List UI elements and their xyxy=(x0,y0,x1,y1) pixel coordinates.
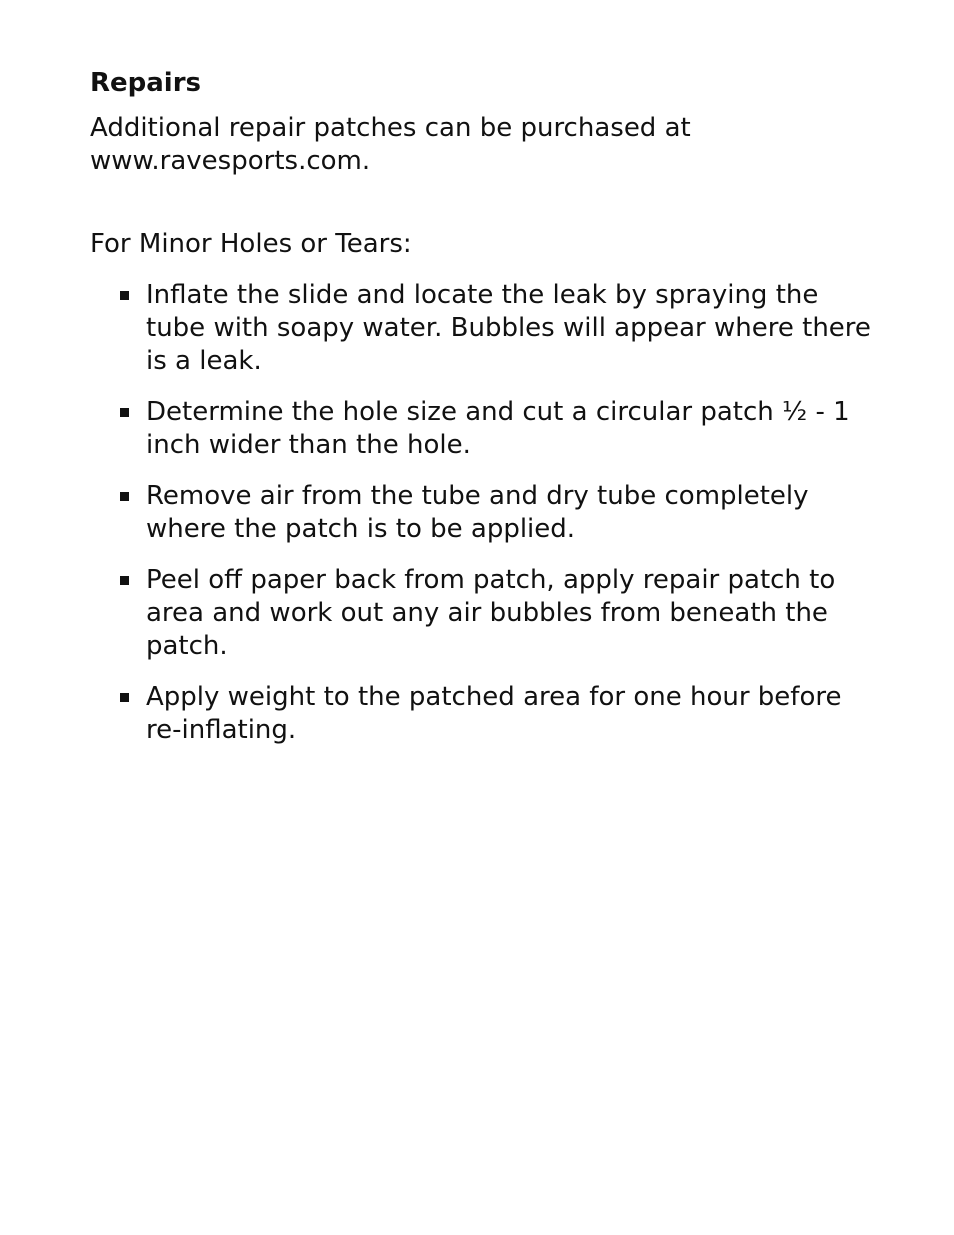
list-item xyxy=(90,279,874,378)
list-item-text: Determine the hole size and cut a circular patch ½ - 1 inch wider than the hole. xyxy=(146,397,850,460)
section-heading: Repairs xyxy=(90,68,202,98)
list-item-text: Apply weight to the patched area for one hour before re-inflating. xyxy=(146,682,842,745)
list-item xyxy=(90,564,874,663)
square-bullet-icon xyxy=(120,576,129,585)
repair-steps-list xyxy=(90,279,874,747)
subheading: For Minor Holes or Tears: xyxy=(90,229,412,259)
intro-line-1: Additional repair patches can be purchased at xyxy=(90,113,691,143)
list-item-text: Inflate the slide and locate the leak by spraying the tube with soapy water. Bubbles will appear where there is a leak. xyxy=(146,280,871,376)
list-item xyxy=(90,396,874,462)
list-item xyxy=(90,480,874,546)
intro-line-2: www.ravesports.com. xyxy=(90,146,371,176)
square-bullet-icon xyxy=(120,492,129,501)
list-item-text: Peel off paper back from patch, apply repair patch to area and work out any air bubbles from beneath the patch. xyxy=(146,565,836,661)
square-bullet-icon xyxy=(120,291,129,300)
square-bullet-icon xyxy=(120,408,129,417)
square-bullet-icon xyxy=(120,693,129,702)
list-item-text: Remove air from the tube and dry tube completely where the patch is to be applied. xyxy=(146,481,809,544)
intro-paragraph xyxy=(90,112,874,178)
list-item xyxy=(90,681,874,747)
